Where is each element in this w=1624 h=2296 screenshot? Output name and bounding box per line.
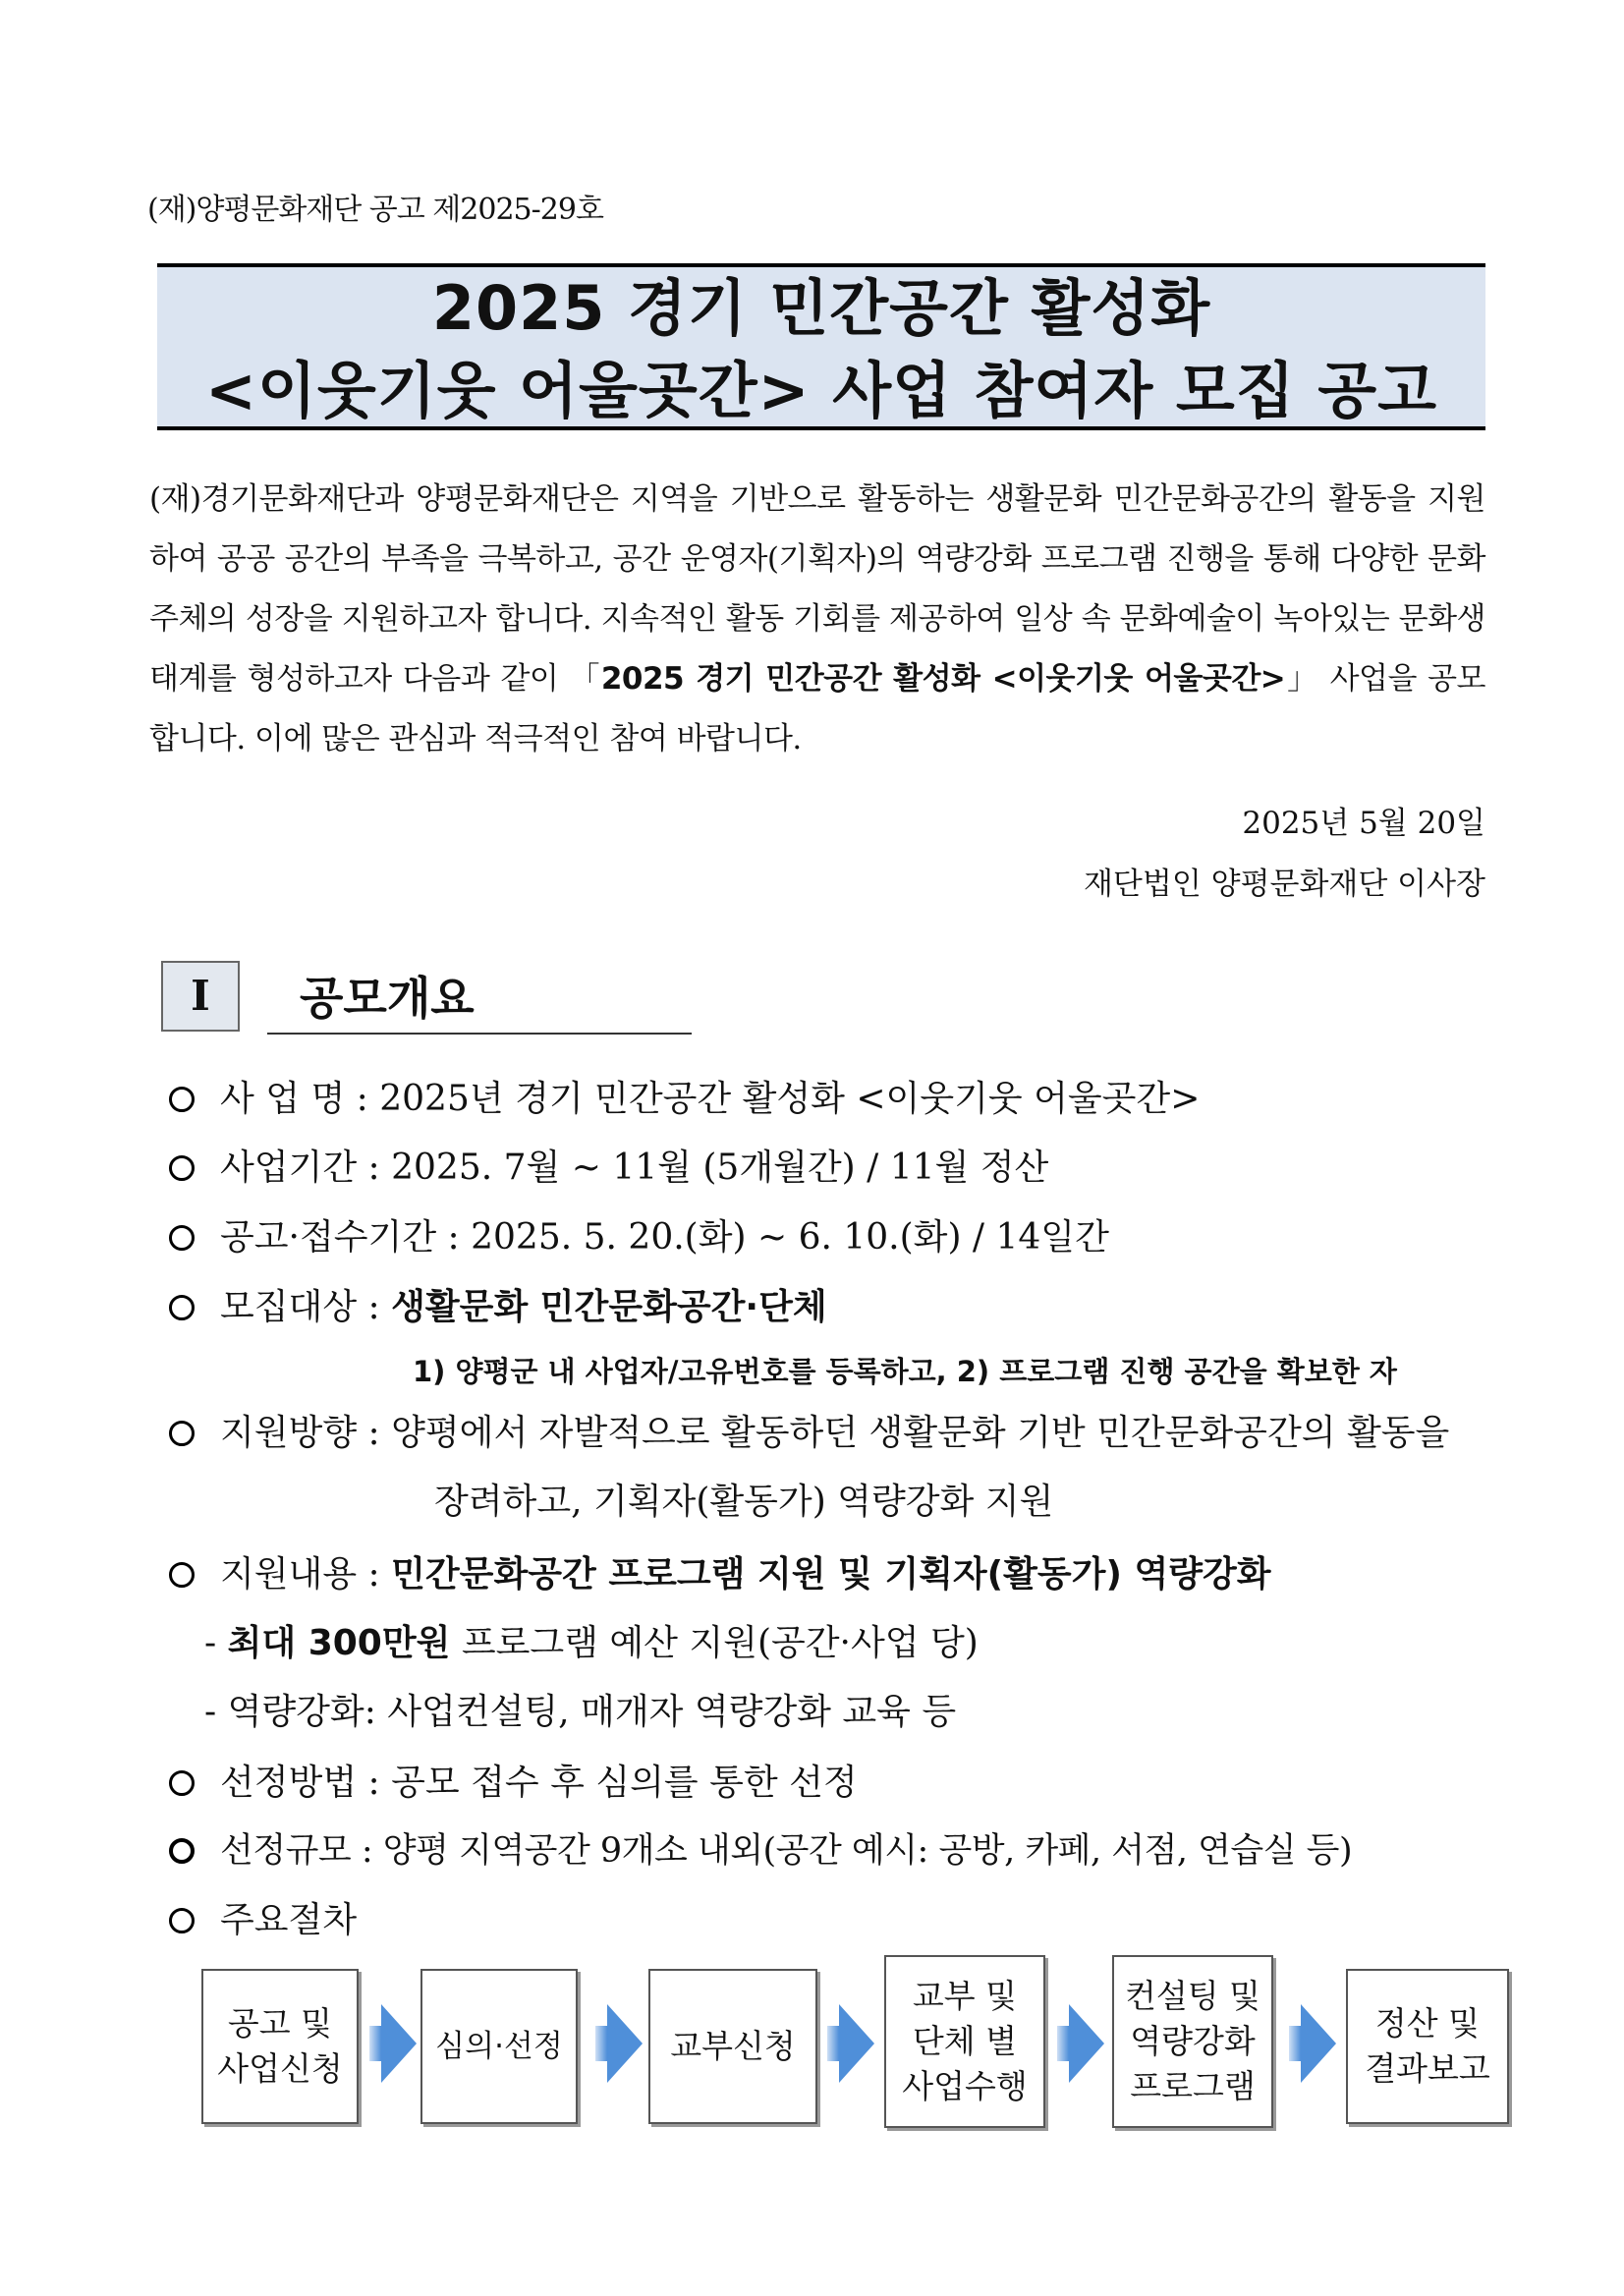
item-text: 사업기간 : 2025. 7월 ~ 11월 (5개월간) / 11월 정산 bbox=[220, 1148, 1049, 1188]
item-text: 지원방향 : 양평에서 자발적으로 활동하던 생활문화 기반 민간문화공간의 활동을 bbox=[220, 1413, 1450, 1453]
flow-arrow-stem bbox=[369, 2026, 381, 2061]
item-label: 지원내용 : bbox=[220, 1554, 392, 1595]
item-selection-method bbox=[169, 1755, 858, 1805]
item-biz-name bbox=[169, 1071, 1200, 1121]
sub-bold: 최대 300만원 bbox=[227, 1623, 451, 1663]
flow-arrow-stem bbox=[1289, 2026, 1301, 2061]
intro-bold-program: 2025 경기 민간공간 활성화 <이웃기웃 어울곳간> bbox=[600, 661, 1286, 697]
flow-step-6: 정산 및 결과보고 bbox=[1346, 1969, 1509, 2124]
sub-text: 프로그램 예산 지원(공간·사업 당) bbox=[450, 1623, 979, 1663]
arrow-right-icon bbox=[607, 2004, 643, 2083]
dash-icon: - bbox=[204, 1692, 228, 1732]
intro-text-1: (재)경기문화재단과 양평문화재단은 지역을 기반으로 활동하는 생활문화 민간문화공간의 활동을 지원하여 공공 공간의 부족을 극복하고, 공간 운영자(기획자)의 역량강화 프로그램 진행을 통해 다양한 문화주체의 성장을 지원하고자 합니다. 지속적인 활동 기회를 제공하여 일상 속 문화예술이 녹아있는 문화생태계를 형성하고자 다음과 같이 「 bbox=[149, 481, 1485, 697]
notice-number: (재)양평문화재단 공고 제2025-29호 bbox=[147, 193, 603, 227]
section-underline bbox=[267, 1033, 692, 1035]
circle-bullet-icon bbox=[169, 1225, 195, 1251]
item-direction-cont: 장려하고, 기획자(활동가) 역량강화 지원 bbox=[434, 1482, 1054, 1522]
arrow-right-icon bbox=[1069, 2004, 1104, 2083]
item-notice-period bbox=[169, 1209, 1109, 1260]
notice-date: 2025년 5월 20일 bbox=[1242, 806, 1485, 841]
item-period bbox=[169, 1140, 1048, 1190]
item-value: 생활문화 민간문화공간·단체 bbox=[391, 1287, 827, 1327]
item-content bbox=[169, 1546, 1271, 1596]
circle-bullet-icon bbox=[169, 1908, 195, 1933]
content-sub-2 bbox=[204, 1684, 956, 1734]
title-line-1: 2025 경기 민간공간 활성화 bbox=[431, 272, 1211, 344]
item-label: 모집대상 : bbox=[220, 1287, 392, 1327]
flow-arrow-stem bbox=[827, 2026, 839, 2061]
item-selection-scale bbox=[169, 1823, 1352, 1873]
circle-bullet-icon bbox=[169, 1087, 195, 1112]
item-text: 공고·접수기간 : 2025. 5. 20.(화) ~ 6. 10.(화) / 14일간 bbox=[220, 1217, 1109, 1258]
title-line-2: <이웃기웃 어울곳간> 사업 참여자 모집 공고 bbox=[205, 355, 1437, 426]
circle-bullet-icon bbox=[169, 1770, 195, 1796]
content-sub-1 bbox=[204, 1615, 979, 1665]
flow-step-2: 심의·선정 bbox=[420, 1969, 578, 2124]
dash-icon: - bbox=[204, 1623, 228, 1663]
intro-paragraph bbox=[149, 470, 1485, 769]
flow-step-3: 교부신청 bbox=[648, 1969, 817, 2124]
circle-bullet-icon bbox=[169, 1295, 195, 1320]
item-text: 선정규모 : 양평 지역공간 9개소 내외(공간 예시: 공방, 카페, 서점, 연습실 등) bbox=[220, 1831, 1353, 1871]
issuer: 재단법인 양평문화재단 이사장 bbox=[1083, 867, 1485, 902]
item-direction bbox=[169, 1405, 1449, 1455]
item-text: 주요절차 bbox=[220, 1900, 358, 1940]
section-number: I bbox=[161, 961, 240, 1032]
item-procedure bbox=[169, 1892, 357, 1942]
item-text: 선정방법 : 공모 접수 후 심의를 통한 선정 bbox=[220, 1763, 858, 1803]
item-target bbox=[169, 1279, 827, 1329]
flow-step-1: 공고 및 사업신청 bbox=[201, 1969, 359, 2124]
flow-arrow-stem bbox=[1057, 2026, 1069, 2061]
circle-bullet-icon bbox=[169, 1155, 195, 1181]
arrow-right-icon bbox=[839, 2004, 874, 2083]
arrow-right-icon bbox=[381, 2004, 417, 2083]
arrow-right-icon bbox=[1301, 2004, 1336, 2083]
item-text: 사 업 명 : 2025년 경기 민간공간 활성화 <이웃기웃 어울곳간> bbox=[220, 1079, 1201, 1119]
flow-arrow-stem bbox=[595, 2026, 607, 2061]
section-title: 공모개요 bbox=[300, 972, 475, 1025]
title-banner bbox=[157, 263, 1485, 430]
circle-bullet-icon bbox=[169, 1421, 195, 1446]
flow-step-4: 교부 및 단체 별 사업수행 bbox=[884, 1955, 1045, 2128]
sub-text: 역량강화: 사업컨설팅, 매개자 역량강화 교육 등 bbox=[227, 1692, 957, 1732]
item-value: 민간문화공간 프로그램 지원 및 기획자(활동가) 역량강화 bbox=[391, 1554, 1271, 1595]
circle-bullet-icon bbox=[169, 1838, 195, 1864]
target-note: 1) 양평군 내 사업자/고유번호를 등록하고, 2) 프로그램 진행 공간을 확보한 자 bbox=[413, 1355, 1397, 1388]
intro-text-2: 」 사업을 공모합니다. 이에 많은 관심과 적극적인 참여 바랍니다. bbox=[149, 661, 1485, 756]
flow-step-5: 컨설팅 및 역량강화 프로그램 bbox=[1112, 1955, 1273, 2128]
circle-bullet-icon bbox=[169, 1562, 195, 1588]
